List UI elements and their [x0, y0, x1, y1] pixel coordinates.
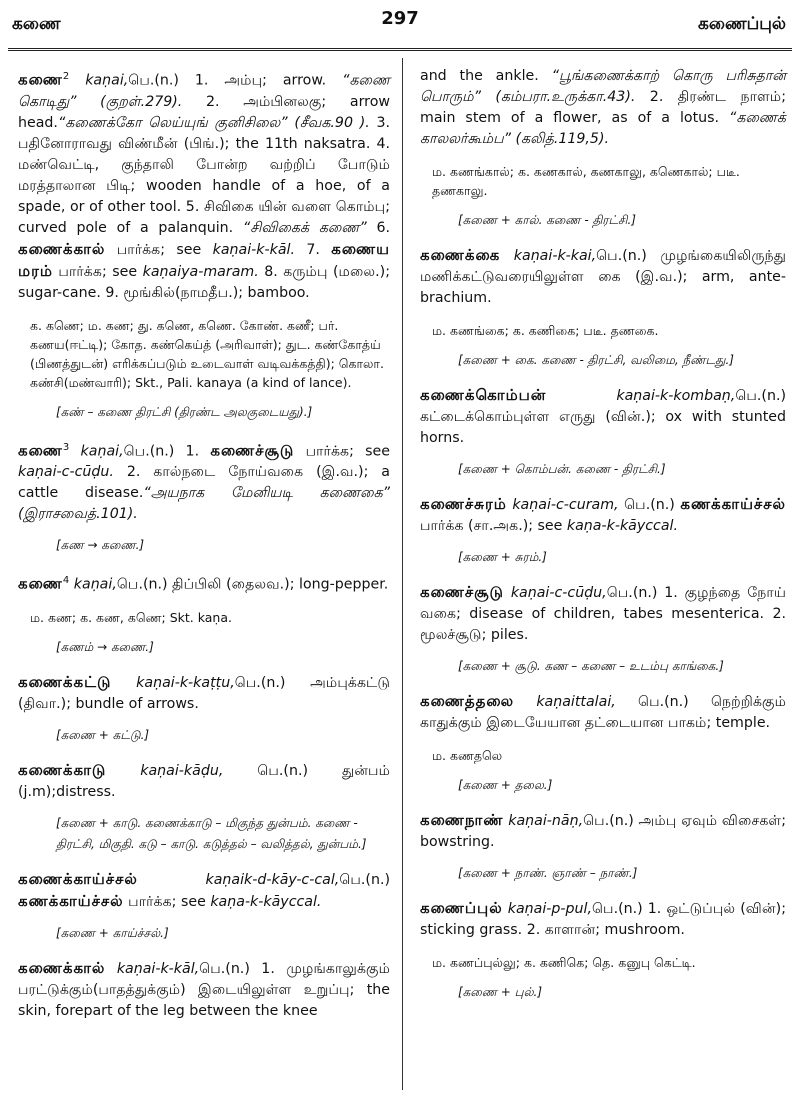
headword: கணைக்கால் [18, 959, 106, 978]
header-last-word: கணைப்புல் [697, 14, 786, 34]
definition: பெ.(n.) 1. அம்பு; arrow. [128, 72, 343, 89]
transliteration: kaṇai-k-kaṭṭu, [136, 675, 235, 692]
definition: பெ.(n.) 1. முழங்காலுக்கும் பரட்டுக்கும்(பாதத்துக்கும்) இடையிலுள்ள உறுப்பு; the skin, forepart of the leg between the knee [18, 961, 390, 1020]
definition: பெ.(n.) [339, 872, 390, 889]
entry-kanai-c-cudu [420, 582, 786, 646]
cross-ref-headword: கணைச்சூடு [210, 441, 295, 460]
homonym-number: 2 [62, 71, 70, 82]
entry-kanai-k-kombam [420, 385, 786, 449]
transliteration: kaṇai-c-cūḍu, [510, 585, 607, 601]
entry-kanai-nan [420, 810, 786, 853]
entry-kanai-3 [18, 437, 390, 526]
definition: 6. [366, 219, 391, 236]
right-column [420, 66, 786, 1017]
cross-ref-text: பார்க்க; see [294, 443, 390, 460]
transliteration: kaṇai-p-pul, [507, 901, 592, 917]
entry-kanaik-kayccal [18, 869, 390, 913]
definition: பெ.(n.) துன்பம் (j.m);distress. [18, 763, 390, 801]
transliteration: kaṇai-k-kai, [513, 248, 597, 264]
definition: and the ankle. [420, 68, 552, 84]
definition: பெ.(n.) முழங்கையிலிருந்து மணிக்கட்டுவரையிலுள்ள கை (இ.வ.); arm, ante-brachium. [420, 248, 786, 306]
homonym-number: 4 [62, 575, 70, 587]
entry-kanai-kadu [18, 760, 390, 803]
cross-ref-text: பார்க்க; see [123, 894, 211, 911]
cross-ref-transliteration: kaṇai-k-kāl. [212, 241, 295, 258]
cross-ref-headword: கணைய மரம் [18, 239, 390, 280]
transliteration: kaṇaik-d-kāy-c-cal, [205, 872, 340, 889]
cross-ref-transliteration: kaṇa-k-kāyccal. [566, 518, 678, 534]
headword: கணை [18, 575, 63, 594]
column-divider [402, 58, 403, 1090]
left-column [18, 66, 390, 1022]
header-first-word: கணை [12, 14, 61, 34]
cognates: ம. கணதலெ [432, 748, 503, 763]
transliteration: kaṇaittalai, [536, 694, 616, 710]
headword: கணைக்காடு [18, 761, 107, 780]
definition: பெ.(n.) 1. ஒட்டுப்புல் (வின்); sticking grass. 2. காளான்; mushroom. [420, 901, 787, 938]
headword: கணைப்புல் [420, 899, 503, 917]
cognates: க. கணெ; ம. கண; து. கணெ, கணெ. கோண். கணீ; பர். கணய(ஈட்டி); கோத. கண்கெய்த் (அரிவாள்); துட. கண்கோத்ய் (பிணத்துடன்) எரிக்கப்படும் உடைவாள் வடிவக்கத்தி); கொலா. கண்சி(மண்வாரி); Skt., Pali. kanaya (a kind of lance). [30, 317, 384, 390]
citation: “கணைக் காலலர்கூம்ப” (கலித்.119,5). [420, 110, 786, 147]
transliteration: kaṇai-nāṇ, [508, 813, 584, 829]
etymology: [கண் – கணை திரட்சி (திரண்ட அலகுடையது).] [56, 404, 313, 419]
cognates: ம. கணங்கால்; க. கணகால், கணகாலு, கணெகால்; படீ. தணகாலு. [432, 164, 740, 198]
citation: “பூங்கணைக்காற் கொரு பரிசுதான் பொரும்” (கம்பரா.உருக்கா.43). [420, 68, 786, 105]
cross-ref-headword: கணைக்கால் [18, 239, 106, 258]
headword: கணைக்கட்டு [18, 673, 112, 692]
headword: கணைக்கை [420, 246, 501, 264]
definition: பெ.(n.) கட்டைக்கொம்புள்ள எருது (வின்.); ox with stunted horns. [420, 388, 786, 446]
entry-kanai-k-kai [420, 245, 786, 309]
entry-kanai-4 [18, 570, 390, 596]
definition: பெ.(n.) 1. குழந்தை நோய் வகை; disease of children, tabes mesenterica. 2. மூலச்சூடு; piles. [420, 585, 786, 643]
entry-kanai-2 [18, 66, 390, 304]
transliteration: kaṇai-kāḍu, [140, 763, 224, 780]
definition: பெ.(n.) திப்பிலி (தைலவ.); long-pepper. [116, 577, 389, 594]
etymology: [கணை + கொம்பன். கணை - திரட்சி.] [458, 462, 666, 476]
etymology: [கணை + சூடு. கண – கணை – உடம்பு காங்கை.] [458, 659, 724, 673]
cross-ref-text: பார்க்க; see [52, 263, 143, 280]
etymology: [கணை + கால். கணை - திரட்சி.] [458, 213, 636, 227]
definition: பெ.(n.) நெற்றிக்கும் காதுக்கும் இடையேயான தட்டையான பாகம்; temple. [420, 694, 786, 731]
headword: கணைச்சுரம் [420, 495, 507, 513]
headword: கணைநாண் [420, 811, 504, 829]
entry-kanai-k-kal [18, 958, 390, 1022]
etymology: [கணை + காய்ச்சல்.] [56, 926, 169, 941]
cross-ref-headword: கணக்காய்ச்சல் [680, 495, 786, 513]
cross-ref-headword: கணக்காய்ச்சல் [18, 892, 124, 911]
definition: 2. கால்நடை நோய்வகை (இ.வ.); a cattle disease. [18, 464, 390, 502]
etymology: [கணம் → கணை.] [56, 640, 154, 655]
cross-ref-text: பார்க்க; see [105, 241, 213, 258]
definition: 7. [294, 241, 332, 258]
entry-kanaittalai [420, 691, 786, 734]
entry-kanai-p-pul [420, 898, 786, 941]
cognates: ம. கணப்புல்லு; க. கணிகெ; தெ. கனுபு கெட்டி. [432, 955, 696, 970]
etymology: [கணை + கட்டு.] [56, 728, 150, 743]
transliteration: kaṇai, [80, 443, 124, 460]
cognates: ம. கண; க. கண, கணெ; Skt. kaṇa. [30, 610, 232, 626]
headword: கணைக்காய்ச்சல் [18, 870, 138, 889]
citation: “கணை கொடிது” (குறள்.279). [18, 72, 390, 110]
definition: பெ.(n.) 1. [123, 443, 211, 460]
transliteration: kaṇai-k-kombaṇ, [616, 388, 736, 404]
etymology: [கணை + புல்.] [458, 985, 543, 999]
etymology: [கணை + சுரம்.] [458, 550, 547, 564]
cross-ref-transliteration: kaṇai-c-cūḍu. [18, 464, 114, 481]
headword: கணைக்கொம்பன் [420, 386, 547, 404]
transliteration: kaṇai-k-kāl, [116, 961, 200, 978]
citation: “அயநாக மேனியடி கணைகை” (இராசவைத்.101). [18, 485, 390, 523]
headword: கணை [18, 441, 63, 460]
definition: 8. கரும்பு (மலை.); sugar-cane. 9. மூங்கில்(நாமதீப.); bamboo. [18, 263, 390, 301]
entry-kanai-k-kal-continued [420, 66, 786, 150]
citation: “சிவிகைக் கணை” [242, 219, 367, 236]
definition: 2. அம்பினலகு; arrow head. [18, 93, 390, 131]
headword: கணை [18, 70, 63, 89]
homonym-number: 3 [62, 441, 70, 453]
transliteration: kaṇai, [85, 72, 129, 89]
cognates: ம. கணங்கை; க. கணிகை; படீ. தணகை. [432, 323, 659, 338]
etymology: [கணை + தலை.] [458, 778, 553, 792]
definition: பெ.(n.) அம்பு ஏவும் விசைகள்; bowstring. [420, 813, 786, 850]
transliteration: kaṇai, [73, 577, 117, 594]
transliteration: kaṇai-c-curam, [512, 497, 619, 513]
citation: “கணைக்கோ லெய்யுங் குனிசிலை” (சீவக.90 ). [57, 114, 370, 131]
page-number: 297 [381, 8, 419, 29]
definition: 2. திரண்ட நாளம்; main stem of a flower, as of a lotus. [420, 89, 786, 126]
headword: கணைச்சூடு [420, 583, 504, 601]
definition: பெ.(n.) [618, 497, 681, 513]
etymology: [கணை + நாண். ஞாண் – நாண்.] [458, 866, 638, 880]
etymology: [கணை + காடு. கணைக்காடு – மிகுந்த துன்பம். கணை - திரட்சி, மிகுதி. கடு – காடு. கடுத்தல் – வலித்தல், துன்பம்.] [56, 816, 367, 852]
header-rule [8, 48, 792, 51]
entry-kanai-k-kattu [18, 672, 390, 715]
cross-ref-transliteration: kaṇaiya-maram. [142, 263, 259, 280]
headword: கணைத்தலை [420, 692, 515, 710]
definition: 3. பதினோராவது விண்மீன் (பிங்.); the 11th naksatra. 4. மண்வெட்டி, குந்தாலி போன்ற வற்றிப் போடும் மரத்தாலான பிடி; wooden handle of a hoe, of a spade, or of other tool. 5. சிவிகை யின் வளை கொம்பு; curved pole of a palanquin. [18, 114, 391, 236]
page-header [8, 6, 792, 46]
etymology: [கணை + கை. கணை - திரட்சி, வலிமை, நீண்டது.] [458, 353, 734, 367]
etymology: [கண → கணை.] [56, 538, 145, 553]
definition: பெ.(n.) அம்புக்கட்டு (திவா.); bundle of arrows. [18, 675, 390, 713]
cross-ref-transliteration: kaṇa-k-kāyccal. [210, 894, 322, 911]
entry-kanai-c-curam [420, 494, 786, 537]
cross-ref-text: பார்க்க (சா.அக.); see [420, 518, 567, 534]
